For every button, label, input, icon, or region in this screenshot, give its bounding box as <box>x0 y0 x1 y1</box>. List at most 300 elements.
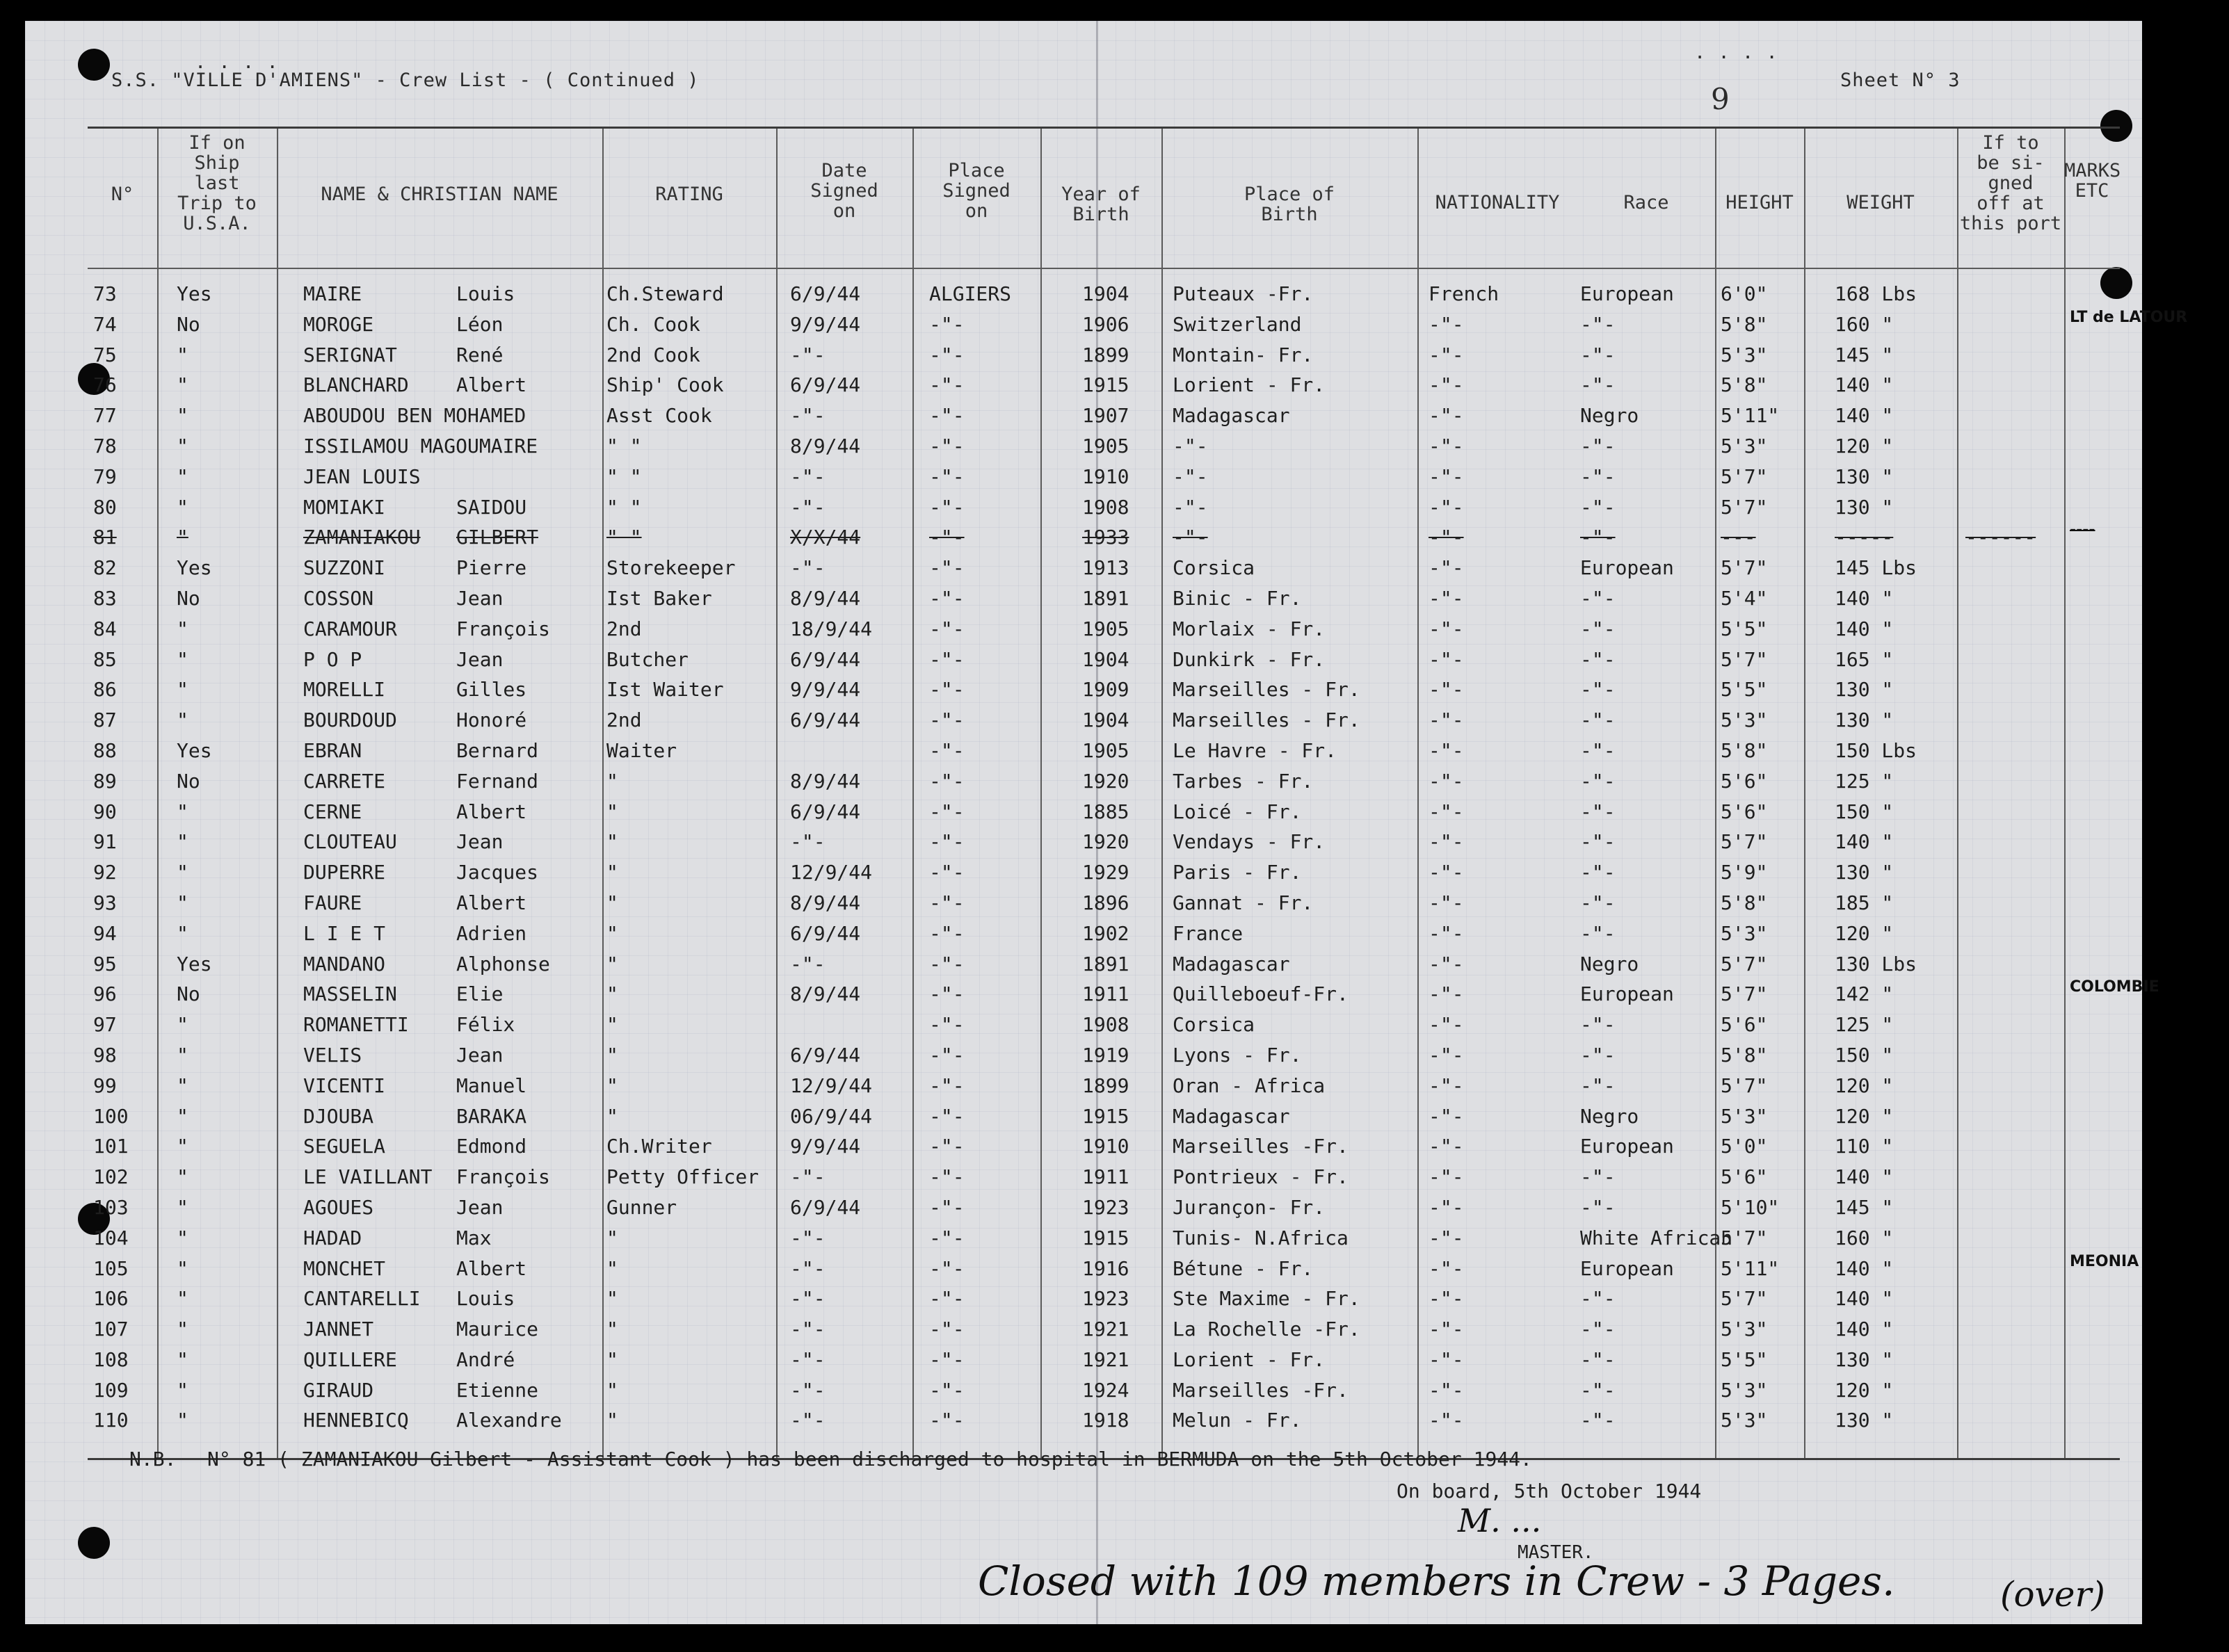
race-cell: -"- <box>1580 1378 1616 1402</box>
surname-cell: ISSILAMOU MAGOUMAIRE <box>303 434 538 457</box>
rating-cell: " " <box>606 495 642 519</box>
place-signed-cell: -"- <box>929 404 965 428</box>
race-cell: -"- <box>1580 678 1616 702</box>
punch-hole <box>78 1527 110 1559</box>
rating-cell: Gunner <box>606 1195 677 1219</box>
height-cell: 5'3" <box>1721 1318 1768 1341</box>
row-number: 94 <box>93 921 117 945</box>
given-name-cell: Etienne <box>456 1378 539 1402</box>
height-cell: 5'6" <box>1721 1165 1768 1189</box>
nationality-cell: -"- <box>1429 952 1464 975</box>
race-cell: -"- <box>1580 312 1616 336</box>
birth-year-cell: 1918 <box>1082 1409 1129 1432</box>
surname-cell: MASSELIN <box>303 982 397 1006</box>
birthplace-cell: Marseilles -Fr. <box>1173 1135 1349 1158</box>
birth-year-cell: 1905 <box>1082 434 1129 457</box>
crew-row <box>88 339 2120 370</box>
birthplace-cell: Melun - Fr. <box>1173 1409 1302 1432</box>
place-signed-cell: -"- <box>929 1013 965 1037</box>
date-signed-cell: 8/9/44 <box>790 891 861 914</box>
height-cell: 5'5" <box>1721 617 1768 640</box>
race-cell: European <box>1580 556 1674 580</box>
prev-trip-cell: " <box>177 1409 188 1432</box>
date-signed-cell: 8/9/44 <box>790 586 861 610</box>
weight-cell: 150 Lbs <box>1835 738 1917 762</box>
birthplace-cell: Madagascar <box>1173 1104 1290 1128</box>
surname-cell: AGOUES <box>303 1195 374 1219</box>
given-name-cell: Fernand <box>456 769 539 793</box>
row-number: 81 <box>93 526 117 549</box>
place-signed-cell: -"- <box>929 1409 965 1432</box>
rating-cell: " " <box>606 434 642 457</box>
prev-trip-cell: No <box>177 769 200 793</box>
prev-trip-cell: " <box>177 373 188 397</box>
height-cell: 5'11" <box>1721 1256 1780 1280</box>
birth-year-cell: 1905 <box>1082 738 1129 762</box>
rating-cell: " " <box>606 526 642 549</box>
birthplace-cell: Oran - Africa <box>1173 1074 1326 1097</box>
race-cell: -"- <box>1580 343 1616 366</box>
surname-cell: FAURE <box>303 891 362 914</box>
surname-cell: ROMANETTI <box>303 1013 409 1037</box>
race-cell: -"- <box>1580 1043 1616 1067</box>
date-signed-cell: 18/9/44 <box>790 617 873 640</box>
crew-row <box>88 1344 2120 1375</box>
nationality-cell: -"- <box>1429 526 1464 549</box>
birthplace-cell: Lorient - Fr. <box>1173 1347 1326 1371</box>
race-cell: European <box>1580 1256 1674 1280</box>
weight-cell: 160 " <box>1835 1226 1894 1249</box>
given-name-cell: Elie <box>456 982 504 1006</box>
surname-cell: BLANCHARD <box>303 373 409 397</box>
given-name-cell: Albert <box>456 800 527 823</box>
row-number: 92 <box>93 861 117 884</box>
height-cell: 5'7" <box>1721 1226 1768 1249</box>
rating-cell: " <box>606 1287 618 1311</box>
place-signed-cell: -"- <box>929 1135 965 1158</box>
race-cell: -"- <box>1580 891 1616 914</box>
marks-cell: ---- <box>2070 521 2095 540</box>
place-signed-cell: -"- <box>929 526 965 549</box>
weight-cell: 120 " <box>1835 434 1894 457</box>
given-name-cell: Jean <box>456 1195 504 1219</box>
date-signed-cell: 6/9/44 <box>790 282 861 305</box>
weight-cell: 145 Lbs <box>1835 556 1917 580</box>
birth-year-cell: 1909 <box>1082 678 1129 702</box>
date-signed-cell: -"- <box>790 495 826 519</box>
given-name-cell: Honoré <box>456 708 527 732</box>
birth-year-cell: 1921 <box>1082 1318 1129 1341</box>
birthplace-cell: Tarbes - Fr. <box>1173 769 1314 793</box>
rating-cell: 2nd <box>606 617 642 640</box>
crew-row <box>88 613 2120 644</box>
birthplace-cell: Madagascar <box>1173 952 1290 975</box>
birth-year-cell: 1906 <box>1082 312 1129 336</box>
given-name-cell: Albert <box>456 373 527 397</box>
height-cell: 5'8" <box>1721 312 1768 336</box>
prev-trip-cell: " <box>177 1074 188 1097</box>
crew-row <box>88 1313 2120 1344</box>
given-name-cell: Albert <box>456 891 527 914</box>
nationality-cell: -"- <box>1429 343 1464 366</box>
weight-cell: 150 " <box>1835 800 1894 823</box>
place-signed-cell: -"- <box>929 982 965 1006</box>
race-cell: Negro <box>1580 404 1639 428</box>
surname-cell: COSSON <box>303 586 374 610</box>
row-number: 88 <box>93 738 117 762</box>
race-cell: European <box>1580 282 1674 305</box>
birthplace-cell: Tunis- N.Africa <box>1173 1226 1349 1249</box>
row-number: 75 <box>93 343 117 366</box>
date-signed-cell: 6/9/44 <box>790 373 861 397</box>
prev-trip-cell: " <box>177 495 188 519</box>
col-header-weight: WEIGHT <box>1846 192 1915 213</box>
place-signed-cell: -"- <box>929 373 965 397</box>
weight-cell: 130 " <box>1835 708 1894 732</box>
weight-cell: 120 " <box>1835 921 1894 945</box>
col-header-year-birth: Year of Birth <box>1061 184 1141 225</box>
weight-cell: 130 " <box>1835 1409 1894 1432</box>
nationality-cell: -"- <box>1429 1226 1464 1249</box>
crew-row <box>88 704 2120 735</box>
birthplace-cell: Morlaix - Fr. <box>1173 617 1326 640</box>
row-number: 78 <box>93 434 117 457</box>
header-dots: . . . . <box>195 51 279 73</box>
col-header-height: HEIGHT <box>1725 192 1794 213</box>
birthplace-cell: Lorient - Fr. <box>1173 373 1326 397</box>
row-number: 77 <box>93 404 117 428</box>
birth-year-cell: 1920 <box>1082 769 1129 793</box>
prev-trip-cell: " <box>177 1135 188 1158</box>
race-cell: European <box>1580 982 1674 1006</box>
surname-cell: MONCHET <box>303 1256 386 1280</box>
weight-cell: 168 Lbs <box>1835 282 1917 305</box>
weight-cell: 142 " <box>1835 982 1894 1006</box>
crew-row <box>88 948 2120 979</box>
birthplace-cell: -"- <box>1173 464 1208 488</box>
marks-cell: LT de LATOUR <box>2070 308 2188 326</box>
surname-cell: ABOUDOU BEN MOHAMED <box>303 404 526 428</box>
crew-row <box>88 1101 2120 1131</box>
height-cell: 5'3" <box>1721 708 1768 732</box>
place-signed-cell: -"- <box>929 921 965 945</box>
rating-cell: Ch. Cook <box>606 312 700 336</box>
prev-trip-cell: " <box>177 404 188 428</box>
nationality-cell: -"- <box>1429 921 1464 945</box>
rating-cell: " <box>606 1409 618 1432</box>
nationality-cell: -"- <box>1429 738 1464 762</box>
weight-cell: 130 " <box>1835 861 1894 884</box>
surname-cell: DUPERRE <box>303 861 386 884</box>
birthplace-cell: Vendays - Fr. <box>1173 830 1326 854</box>
crew-row <box>88 278 2120 309</box>
marks-cell: COLOMBIE <box>2070 978 2159 996</box>
crew-row <box>88 1222 2120 1253</box>
col-header-marks: MARKS ETC <box>2064 160 2121 202</box>
surname-cell: LE VAILLANT <box>303 1165 433 1189</box>
rating-cell: " <box>606 921 618 945</box>
prev-trip-cell: " <box>177 1347 188 1371</box>
birth-year-cell: 1891 <box>1082 952 1129 975</box>
weight-cell: 140 " <box>1835 830 1894 854</box>
nationality-cell: -"- <box>1429 1135 1464 1158</box>
given-name-cell: GILBERT <box>456 526 539 549</box>
birth-year-cell: 1919 <box>1082 1043 1129 1067</box>
birth-year-cell: 1904 <box>1082 647 1129 671</box>
surname-cell: MAIRE <box>303 282 362 305</box>
nb-label: N.B. <box>129 1448 177 1471</box>
race-cell: -"- <box>1580 1165 1616 1189</box>
rating-cell: " <box>606 830 618 854</box>
place-signed-cell: -"- <box>929 1195 965 1219</box>
row-number: 89 <box>93 769 117 793</box>
date-signed-cell: 8/9/44 <box>790 982 861 1006</box>
crew-row <box>88 492 2120 522</box>
rating-cell: " <box>606 1226 618 1249</box>
place-signed-cell: -"- <box>929 556 965 580</box>
place-signed-cell: -"- <box>929 1347 965 1371</box>
height-cell: 5'5" <box>1721 678 1768 702</box>
weight-cell: 130 " <box>1835 495 1894 519</box>
birth-year-cell: 1920 <box>1082 830 1129 854</box>
birth-year-cell: 1899 <box>1082 343 1129 366</box>
rating-cell: " <box>606 1378 618 1402</box>
height-cell: 5'3" <box>1721 343 1768 366</box>
nationality-cell: -"- <box>1429 708 1464 732</box>
birthplace-cell: Madagascar <box>1173 404 1290 428</box>
place-signed-cell: -"- <box>929 1043 965 1067</box>
birthplace-cell: Paris - Fr. <box>1173 861 1302 884</box>
row-number: 76 <box>93 373 117 397</box>
race-cell: European <box>1580 1135 1674 1158</box>
date-signed-cell: X/X/44 <box>790 526 861 549</box>
date-signed-cell: 9/9/44 <box>790 1135 861 1158</box>
given-name-cell: Louis <box>456 1287 515 1311</box>
crew-row <box>88 1161 2120 1192</box>
height-cell: 5'8" <box>1721 891 1768 914</box>
weight-cell: 140 " <box>1835 373 1894 397</box>
rating-cell: " <box>606 1104 618 1128</box>
rating-cell: " <box>606 952 618 975</box>
race-cell: -"- <box>1580 495 1616 519</box>
nationality-cell: -"- <box>1429 830 1464 854</box>
race-cell: -"- <box>1580 1013 1616 1037</box>
crew-row <box>88 400 2120 430</box>
birth-year-cell: 1902 <box>1082 921 1129 945</box>
prev-trip-cell: " <box>177 891 188 914</box>
nationality-cell: -"- <box>1429 404 1464 428</box>
race-cell: -"- <box>1580 526 1616 549</box>
place-signed-cell: -"- <box>929 495 965 519</box>
surname-cell: JANNET <box>303 1318 374 1341</box>
weight-cell: 160 " <box>1835 312 1894 336</box>
race-cell: -"- <box>1580 830 1616 854</box>
race-cell: Negro <box>1580 1104 1639 1128</box>
place-signed-cell: -"- <box>929 800 965 823</box>
surname-cell: SUZZONI <box>303 556 386 580</box>
nationality-cell: -"- <box>1429 1256 1464 1280</box>
place-signed-cell: -"- <box>929 1074 965 1097</box>
row-number: 100 <box>93 1104 129 1128</box>
prev-trip-cell: " <box>177 921 188 945</box>
birth-year-cell: 1924 <box>1082 1378 1129 1402</box>
onboard-date: On board, 5th October 1944 <box>1397 1480 1702 1503</box>
place-signed-cell: -"- <box>929 1104 965 1128</box>
row-number: 80 <box>93 495 117 519</box>
given-name-cell: Jean <box>456 586 504 610</box>
rating-cell: " <box>606 1043 618 1067</box>
crew-row <box>88 735 2120 766</box>
crew-row <box>88 1039 2120 1070</box>
nationality-cell: -"- <box>1429 586 1464 610</box>
date-signed-cell: 6/9/44 <box>790 1043 861 1067</box>
birthplace-cell: Marseilles - Fr. <box>1173 678 1360 702</box>
row-number: 97 <box>93 1013 117 1037</box>
surname-cell: BOURDOUD <box>303 708 397 732</box>
nationality-cell: -"- <box>1429 1104 1464 1128</box>
row-number: 96 <box>93 982 117 1006</box>
nationality-cell: -"- <box>1429 434 1464 457</box>
surname-cell: VICENTI <box>303 1074 386 1097</box>
weight-cell: 140 " <box>1835 1256 1894 1280</box>
prev-trip-cell: " <box>177 1287 188 1311</box>
surname-cell: L I E T <box>303 921 386 945</box>
date-signed-cell: -"- <box>790 1378 826 1402</box>
rating-cell: 2nd <box>606 708 642 732</box>
place-signed-cell: -"- <box>929 830 965 854</box>
date-signed-cell: -"- <box>790 343 826 366</box>
prev-trip-cell: " <box>177 1195 188 1219</box>
rating-cell: " <box>606 1256 618 1280</box>
surname-cell: MANDANO <box>303 952 386 975</box>
date-signed-cell: 6/9/44 <box>790 1195 861 1219</box>
height-cell: 5'6" <box>1721 769 1768 793</box>
given-name-cell: Jean <box>456 1043 504 1067</box>
birthplace-cell: Loicé - Fr. <box>1173 800 1302 823</box>
prev-trip-cell: " <box>177 464 188 488</box>
date-signed-cell: 12/9/44 <box>790 1074 873 1097</box>
crew-row <box>88 430 2120 461</box>
prev-trip-cell: " <box>177 1226 188 1249</box>
surname-cell: DJOUBA <box>303 1104 374 1128</box>
nationality-cell: -"- <box>1429 769 1464 793</box>
col-header-place-birth: Place of Birth <box>1244 184 1335 225</box>
rating-cell: 2nd Cook <box>606 343 700 366</box>
birthplace-cell: Corsica <box>1173 1013 1255 1037</box>
col-header-rating: RATING <box>655 184 723 205</box>
marks-cell: MEONIA <box>2070 1252 2139 1270</box>
birthplace-cell: Bétune - Fr. <box>1173 1256 1314 1280</box>
birthplace-cell: Corsica <box>1173 556 1255 580</box>
race-cell: -"- <box>1580 1347 1616 1371</box>
birth-year-cell: 1911 <box>1082 982 1129 1006</box>
row-number: 79 <box>93 464 117 488</box>
race-cell: -"- <box>1580 1287 1616 1311</box>
given-name-cell: Gilles <box>456 678 527 702</box>
date-signed-cell: -"- <box>790 1409 826 1432</box>
given-name-cell: BARAKA <box>456 1104 527 1128</box>
birthplace-cell: Puteaux -Fr. <box>1173 282 1314 305</box>
place-signed-cell: -"- <box>929 586 965 610</box>
nationality-cell: -"- <box>1429 495 1464 519</box>
rating-cell: Petty Officer <box>606 1165 759 1189</box>
prev-trip-cell: " <box>177 434 188 457</box>
given-name-cell: Léon <box>456 312 504 336</box>
col-header-prev-trip: If on Ship last Trip to U.S.A. <box>177 132 257 234</box>
nationality-cell: -"- <box>1429 617 1464 640</box>
place-signed-cell: -"- <box>929 1378 965 1402</box>
place-signed-cell: ALGIERS <box>929 282 1012 305</box>
given-name-cell: André <box>456 1347 515 1371</box>
birthplace-cell: La Rochelle -Fr. <box>1173 1318 1360 1341</box>
birthplace-cell: Binic - Fr. <box>1173 586 1302 610</box>
signed-off-cell: ------ <box>1965 526 2036 549</box>
handwritten-closing-note: Closed with 109 members in Crew - 3 Pages. <box>978 1557 1895 1605</box>
date-signed-cell: -"- <box>790 830 826 854</box>
height-cell: 5'8" <box>1721 738 1768 762</box>
nb-note: N° 81 ( ZAMANIAKOU Gilbert - Assistant Cook ) has been discharged to hospital in BERMUDA on the 5th October 1944. <box>207 1448 1532 1471</box>
row-number: 74 <box>93 312 117 336</box>
given-name-cell: Pierre <box>456 556 527 580</box>
surname-cell: QUILLERE <box>303 1347 397 1371</box>
place-signed-cell: -"- <box>929 617 965 640</box>
birth-year-cell: 1899 <box>1082 1074 1129 1097</box>
crew-row <box>88 461 2120 492</box>
birth-year-cell: 1905 <box>1082 617 1129 640</box>
nationality-cell: -"- <box>1429 861 1464 884</box>
crew-row <box>88 583 2120 613</box>
crew-row <box>88 826 2120 857</box>
height-cell: 5'6" <box>1721 1013 1768 1037</box>
prev-trip-cell: " <box>177 800 188 823</box>
date-signed-cell: -"- <box>790 1226 826 1249</box>
birthplace-cell: Le Havre - Fr. <box>1173 738 1337 762</box>
row-number: 105 <box>93 1256 129 1280</box>
race-cell: -"- <box>1580 586 1616 610</box>
weight-cell: 140 " <box>1835 404 1894 428</box>
place-signed-cell: -"- <box>929 769 965 793</box>
weight-cell: 130 Lbs <box>1835 952 1917 975</box>
height-cell: 5'4" <box>1721 586 1768 610</box>
weight-cell: 130 " <box>1835 1347 1894 1371</box>
place-signed-cell: -"- <box>929 952 965 975</box>
col-header-name: NAME & CHRISTIAN NAME <box>321 184 558 205</box>
col-header-no: N° <box>111 184 134 205</box>
height-cell: 5'7" <box>1721 556 1768 580</box>
place-signed-cell: -"- <box>929 343 965 366</box>
given-name-cell: Edmond <box>456 1135 527 1158</box>
place-signed-cell: -"- <box>929 464 965 488</box>
prev-trip-cell: " <box>177 830 188 854</box>
height-cell: 5'7" <box>1721 495 1768 519</box>
birth-year-cell: 1915 <box>1082 373 1129 397</box>
row-number: 101 <box>93 1135 129 1158</box>
col-header-nationality: NATIONALITY <box>1435 192 1560 213</box>
crew-row <box>88 1192 2120 1222</box>
weight-cell: 140 " <box>1835 617 1894 640</box>
prev-trip-cell: Yes <box>177 952 212 975</box>
weight-cell: 120 " <box>1835 1378 1894 1402</box>
row-number: 82 <box>93 556 117 580</box>
rating-cell: " <box>606 982 618 1006</box>
race-cell: -"- <box>1580 1409 1616 1432</box>
nationality-cell: -"- <box>1429 1347 1464 1371</box>
weight-cell: 140 " <box>1835 1318 1894 1341</box>
place-signed-cell: -"- <box>929 647 965 671</box>
prev-trip-cell: " <box>177 343 188 366</box>
prev-trip-cell: " <box>177 1104 188 1128</box>
height-cell: 5'8" <box>1721 1043 1768 1067</box>
